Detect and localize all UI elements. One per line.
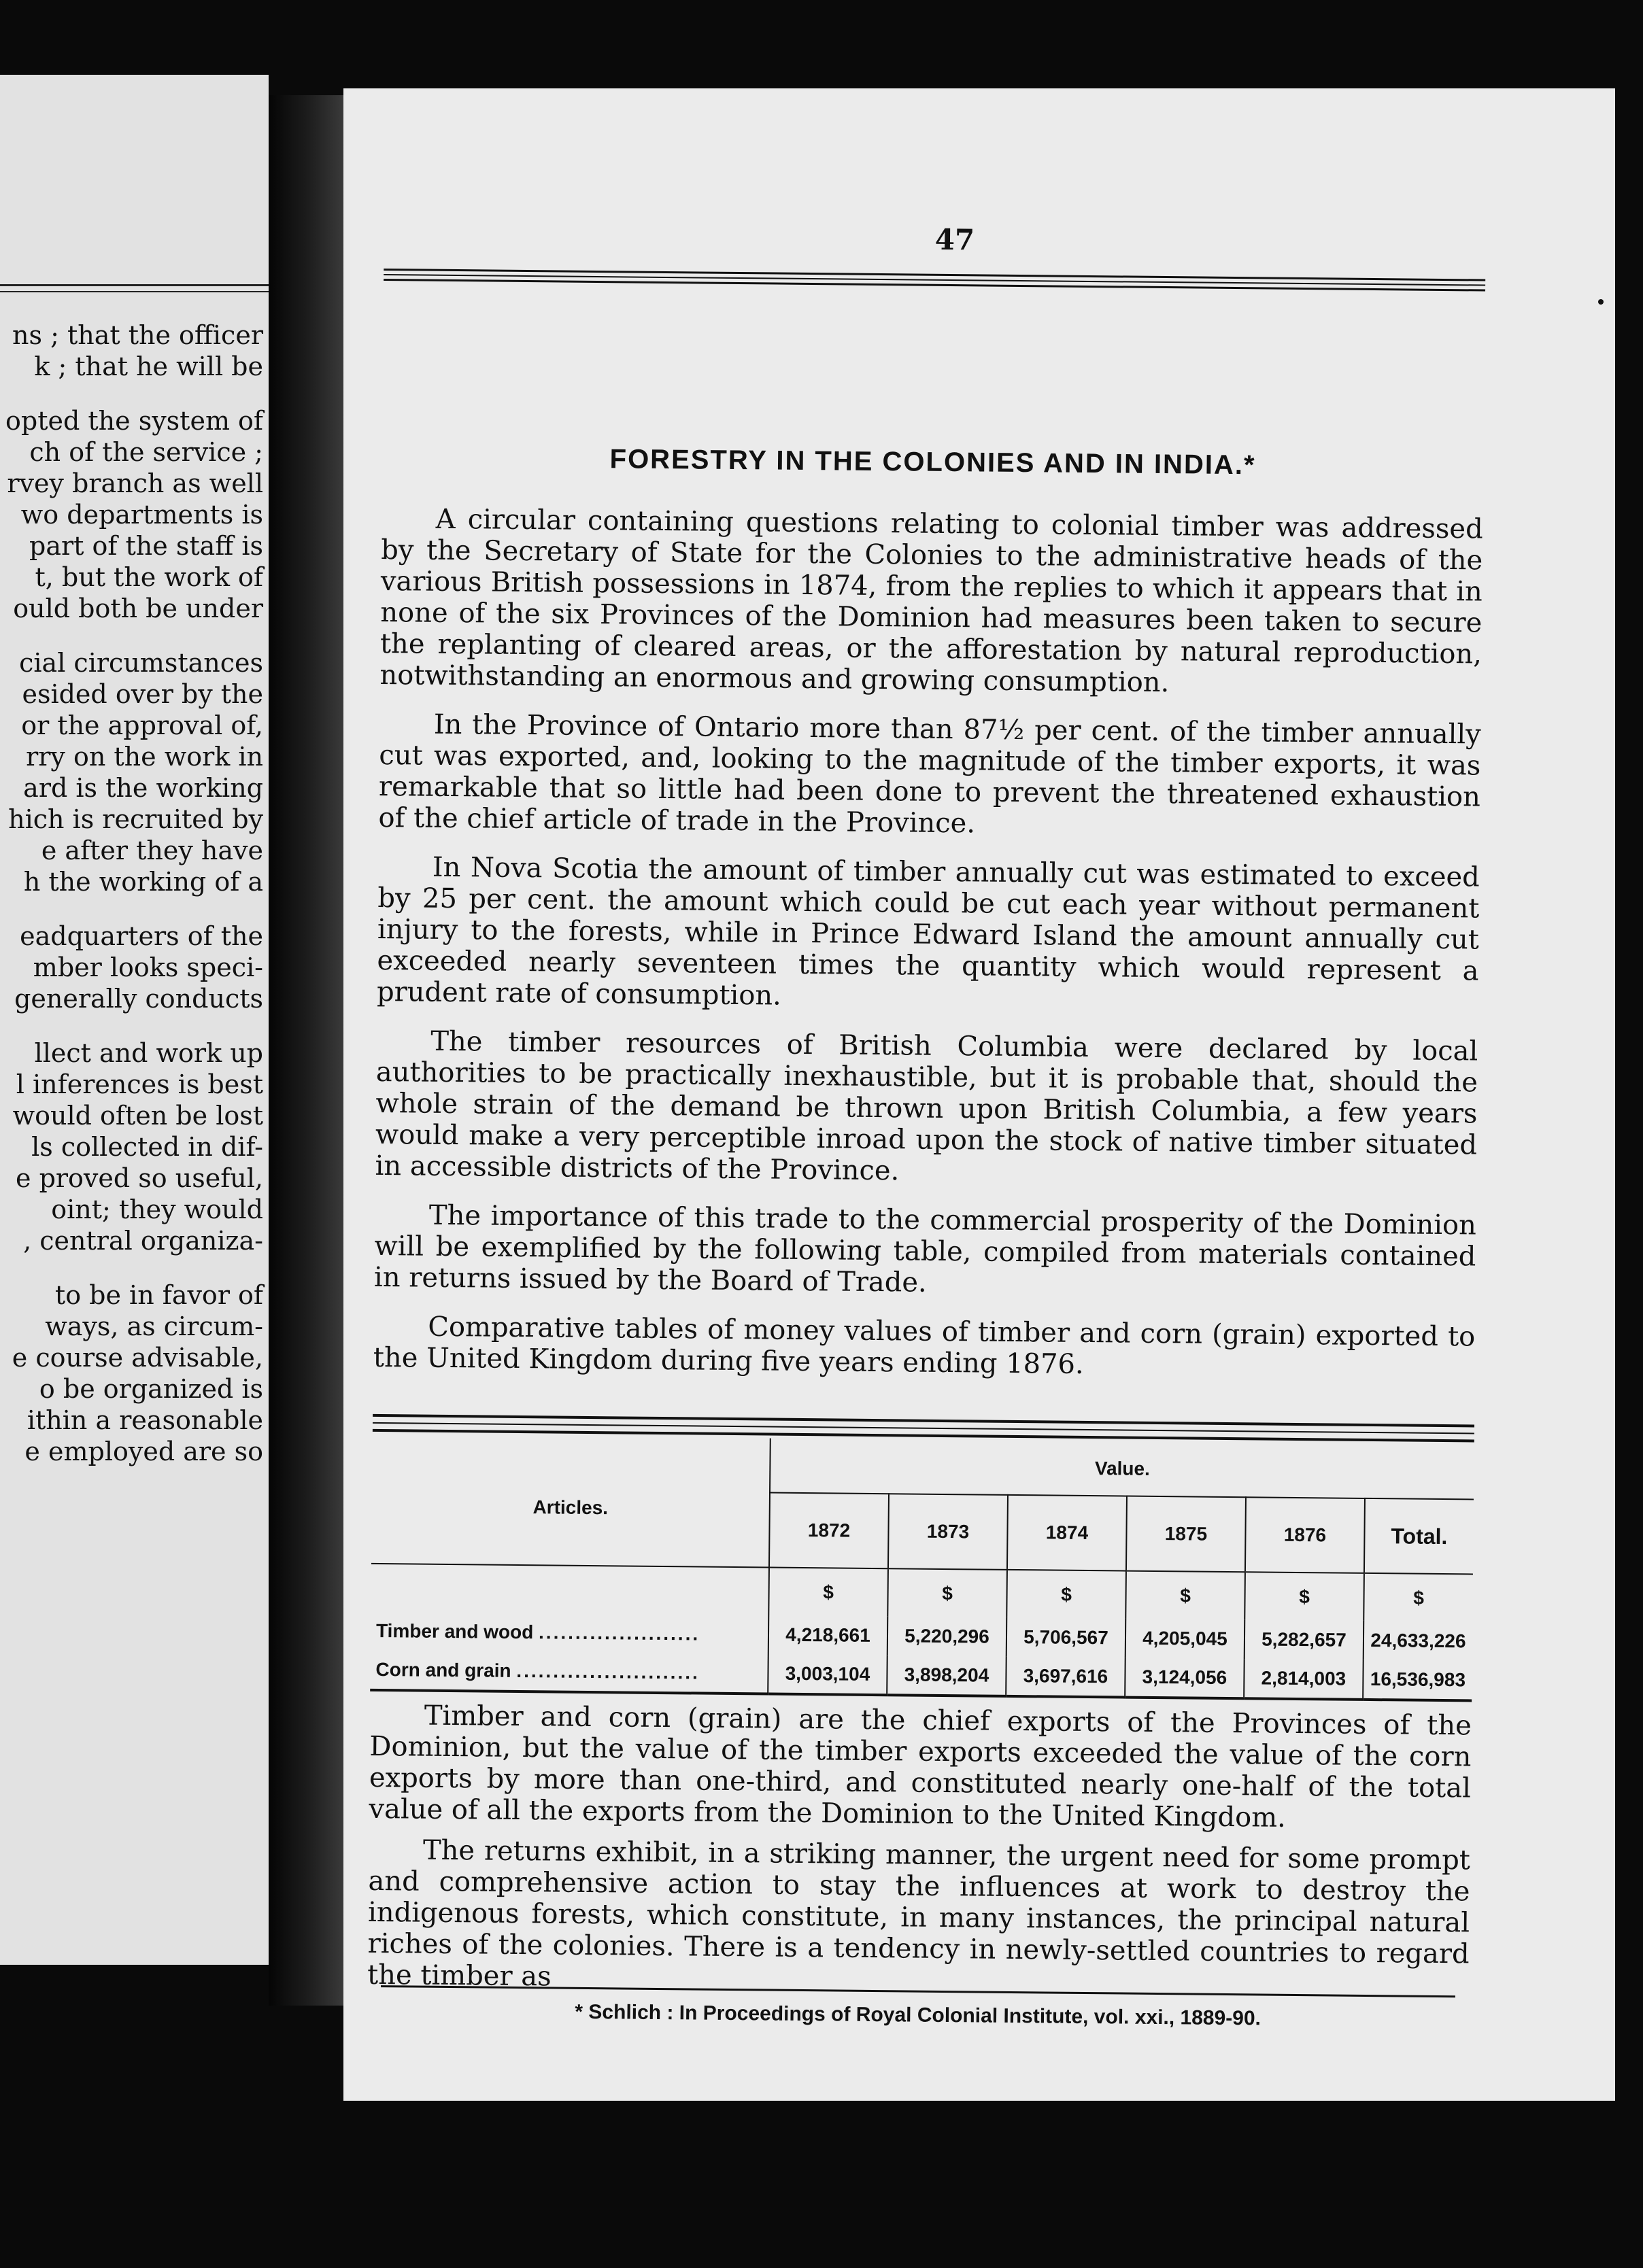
left-page-line: wo departments is	[20, 500, 263, 530]
value-header: Value.	[770, 1439, 1474, 1500]
currency-symbol: $	[1244, 1572, 1364, 1621]
left-page-line: e proved so useful,	[16, 1163, 263, 1193]
page-number: 47	[934, 222, 975, 257]
left-page-line: opted the system of	[5, 406, 263, 436]
left-page-rule-thin	[0, 291, 269, 292]
left-page-line: or the approval of,	[21, 710, 263, 740]
left-page-line: esided over by the	[22, 679, 263, 709]
value-cell: 2,814,003	[1244, 1659, 1363, 1700]
left-page-line: rry on the work in	[26, 742, 263, 772]
left-page-line: part of the staff is	[29, 531, 263, 561]
left-page-rule	[0, 284, 269, 286]
currency-symbol: $	[1125, 1571, 1245, 1620]
left-page-line: h the working of a	[23, 867, 263, 897]
total-cell: 24,633,226	[1363, 1621, 1473, 1662]
paragraph: The returns exhibit, in a striking manner, the urgent need for some prompt and comprehensive action to stay the influences at work to destroy the indigenous forests, which constitute, in many instances, the principal natural riches of the colonies. There is a tendency in newly-settled countries to regard the timber as	[367, 1834, 1471, 1993]
currency-symbol: $	[887, 1568, 1007, 1617]
left-page-line: oint; they would	[51, 1195, 263, 1224]
leader-dots: ......................	[538, 1621, 700, 1645]
left-page-line: ns ; that the officer	[12, 320, 263, 350]
row-label: Timber and wood	[375, 1619, 534, 1643]
value-cell: 5,220,296	[887, 1616, 1007, 1657]
leader-dots: .........................	[516, 1660, 700, 1683]
year-header: 1875	[1126, 1496, 1246, 1573]
value-cell: 5,282,657	[1244, 1619, 1364, 1660]
body-text	[373, 503, 1483, 1401]
left-page-line: , central organiza-	[23, 1226, 263, 1256]
left-page-line: ls collected in dif-	[31, 1132, 263, 1162]
left-page-line: to be in favor of	[54, 1280, 263, 1310]
value-cell: 4,205,045	[1125, 1619, 1245, 1660]
left-page-text	[0, 320, 263, 1467]
chapter-title: FORESTRY IN THE COLONIES AND IN INDIA.*	[609, 444, 1256, 481]
left-page-line: eadquarters of the	[20, 921, 263, 951]
left-page-line: llect and work up	[34, 1038, 263, 1068]
left-page-line: o be organized is	[39, 1374, 263, 1404]
left-page-line: hich is recruited by	[8, 804, 263, 834]
paragraph: Timber and corn (grain) are the chief exports of the Provinces of the Dominion, but the value of the timber exports exceeded the value of the corn exports by more than one-third, and constituted nearly one-half of the total value of all the exports from the Dominion to the United Kingdom.	[369, 1700, 1472, 1834]
currency-symbol: $	[768, 1568, 888, 1617]
closing-text	[367, 1700, 1472, 2011]
left-page-line: ch of the service ;	[29, 437, 263, 467]
paragraph: In the Province of Ontario more than 87½ per cent. of the timber annually cut was exported, and, looking to the magnitude of the timber exports, it was remarkable that so little had been done to prevent the threatened exhaustion of the chief article of trade in the Province.	[378, 708, 1481, 840]
exports-table	[373, 1414, 1474, 1691]
row-label-cell	[371, 1611, 769, 1655]
left-page-line: k ; that he will be	[34, 351, 263, 381]
currency-symbol: $	[1363, 1573, 1473, 1622]
line-gap	[0, 1014, 263, 1037]
left-page-line: t, but the work of	[35, 562, 263, 592]
left-page-line: rvey branch as well	[7, 468, 263, 498]
left-page-line: e after they have	[41, 836, 263, 865]
right-page	[343, 88, 1615, 2101]
paragraph: In Nova Scotia the amount of timber annually cut was estimated to exceed by 25 per cent. the amount which could be cut each year without permanent injury to the forests, while in Prince Edward Island the amount annually cut exceeded nearly seventeen times the quantity which would represent a prudent rate of consumption.	[376, 851, 1480, 1012]
left-facing-page	[0, 75, 269, 1965]
paragraph: Comparative tables of money values of timber and corn (grain) exported to the United Kingdom during five years ending 1876.	[373, 1311, 1476, 1380]
table-top-rule	[373, 1414, 1474, 1428]
value-cell: 3,124,056	[1125, 1658, 1244, 1699]
total-cell: 16,536,983	[1363, 1660, 1472, 1701]
line-gap	[0, 624, 263, 647]
line-gap	[0, 1256, 263, 1279]
year-header: 1873	[888, 1494, 1008, 1570]
left-page-line: ard is the working	[23, 773, 263, 803]
footnote: * Schlich : In Proceedings of Royal Colonial Institute, vol. xxi., 1889-90.	[575, 2000, 1261, 2030]
line-gap	[0, 382, 263, 405]
left-page-line: e course advisable,	[12, 1343, 263, 1373]
value-cell: 3,697,616	[1006, 1657, 1125, 1698]
year-header: 1876	[1245, 1497, 1365, 1573]
value-cell: 5,706,567	[1006, 1617, 1126, 1658]
year-header: 1874	[1007, 1495, 1127, 1571]
value-table	[370, 1434, 1474, 1702]
page-speck	[1598, 299, 1604, 305]
currency-symbol: $	[1006, 1570, 1126, 1619]
left-page-line: cial circumstances	[19, 648, 263, 678]
year-header: 1872	[769, 1493, 889, 1569]
left-page-line: l inferences is best	[16, 1069, 263, 1099]
total-header: Total.	[1364, 1498, 1474, 1575]
paragraph: A circular containing questions relating to colonial timber was addressed by the Secretary of State for the Colonies to the administrative heads of the various British possessions in 1874, from the replies to which it appears that in none of the six Provinces of the Dominion had measures been taken to secure the replanting of cleared areas, or the afforestation by natural reproduction, notwithstanding an enormous and growing consumption.	[379, 503, 1483, 699]
row-label-cell	[370, 1651, 768, 1694]
left-page-line: ways, as circum-	[45, 1311, 263, 1341]
paragraph: The timber resources of British Columbia were declared by local authorities to be practically inexhaustible, but it is probable that, should the whole strain of the demand be thrown upon British Columbia, a few years would make a very perceptible inroad upon the stock of native timber situated in accessible districts of the Province.	[375, 1025, 1478, 1187]
left-page-line: would often be lost	[12, 1101, 263, 1131]
value-cell: 3,003,104	[768, 1655, 887, 1696]
value-cell: 4,218,661	[768, 1615, 888, 1656]
value-cell: 3,898,204	[887, 1655, 1006, 1696]
line-gap	[0, 897, 263, 921]
page-content	[367, 218, 1523, 2030]
row-label: Corn and grain	[375, 1658, 511, 1681]
left-page-line: ould both be under	[13, 594, 263, 623]
left-page-line: mber looks speci-	[33, 952, 263, 982]
left-page-line: generally conducts	[14, 984, 263, 1014]
paragraph: The importance of this trade to the commercial prosperity of the Dominion will be exemplified by the following table, compiled from materials contained in returns issued by the Board of Trade.	[373, 1199, 1477, 1299]
articles-header: Articles.	[371, 1434, 770, 1568]
left-page-line: ithin a reasonable	[27, 1405, 263, 1435]
left-page-line: e employed are so	[24, 1437, 263, 1466]
